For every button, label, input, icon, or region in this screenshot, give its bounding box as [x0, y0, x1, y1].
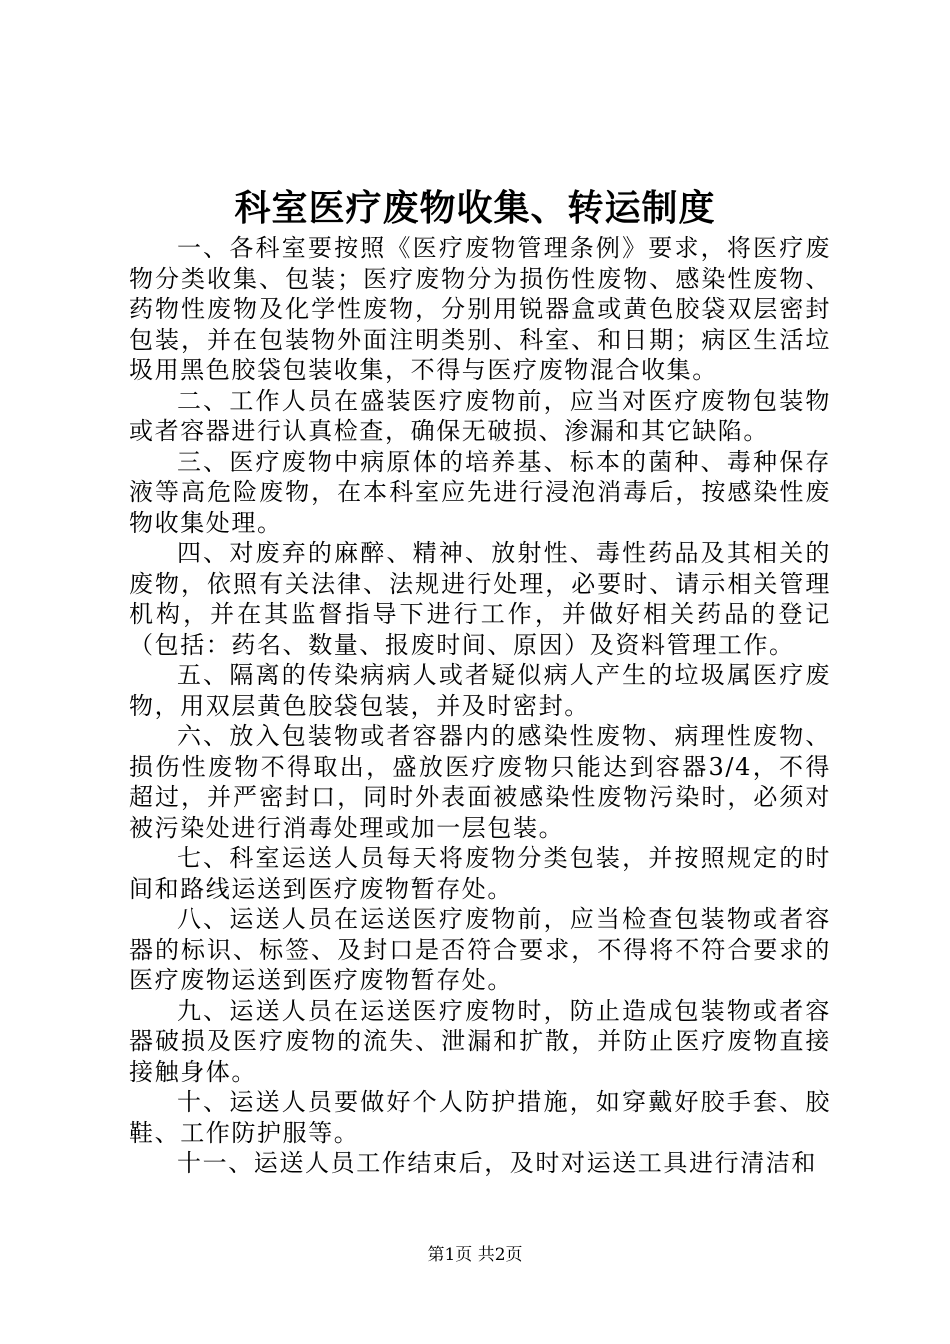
paragraph-9: 九、运送人员在运送医疗废物时，防止造成包装物或者容器破损及医疗废物的流失、泄漏和扩散，并防止医疗废物直接接触身体。	[129, 996, 831, 1086]
paragraph-3: 三、医疗废物中病原体的培养基、标本的菌种、毒种保存液等高危险废物，在本科室应先进行浸泡消毒后，按感染性废物收集处理。	[129, 447, 831, 537]
document-title: 科室医疗废物收集、转运制度	[234, 187, 716, 229]
paragraph-11: 十一、运送人员工作结束后，及时对运送工具进行清洁和	[177, 1149, 817, 1177]
paragraph-5: 五、隔离的传染病病人或者疑似病人产生的垃圾属医疗废物，用双层黄色胶袋包装，并及时密封。	[129, 661, 831, 720]
paragraph-1: 一、各科室要按照《医疗废物管理条例》要求，将医疗废物分类收集、包装；医疗废物分为损伤性废物、感染性废物、药物性废物及化学性废物，分别用锐器盒或黄色胶袋双层密封包装，并在包装物外面注明类别、科室、和日期；病区生活垃圾用黑色胶袋包装收集，不得与医疗废物混合收集。	[129, 234, 831, 384]
document-body	[129, 233, 831, 1179]
paragraph-10: 十、运送人员要做好个人防护措施，如穿戴好胶手套、胶鞋、工作防护服等。	[129, 1088, 831, 1147]
paragraph-6: 六、放入包装物或者容器内的感染性废物、病理性废物、损伤性废物不得取出，盛放医疗废物只能达到容器3/4，不得超过，并严密封口，同时外表面被感染性废物污染时，必须对被污染处进行消毒处理或加一层包装。	[129, 722, 831, 842]
page-footer: 第1页 共2页	[427, 1245, 523, 1265]
paragraph-8: 八、运送人员在运送医疗废物前，应当检查包装物或者容器的标识、标签、及封口是否符合要求，不得将不符合要求的医疗废物运送到医疗废物暂存处。	[129, 905, 831, 994]
paragraph-2: 二、工作人员在盛装医疗废物前，应当对医疗废物包装物或者容器进行认真检查，确保无破损、渗漏和其它缺陷。	[129, 386, 831, 445]
paragraph-7: 七、科室运送人员每天将废物分类包装，并按照规定的时间和路线运送到医疗废物暂存处。	[129, 844, 831, 903]
paragraph-4: 四、对废弃的麻醉、精神、放射性、毒性药品及其相关的废物，依照有关法律、法规进行处理，必要时、请示相关管理机构，并在其监督指导下进行工作，并做好相关药品的登记（包括：药名、数量、报废时间、原因）及资料管理工作。	[129, 539, 831, 659]
